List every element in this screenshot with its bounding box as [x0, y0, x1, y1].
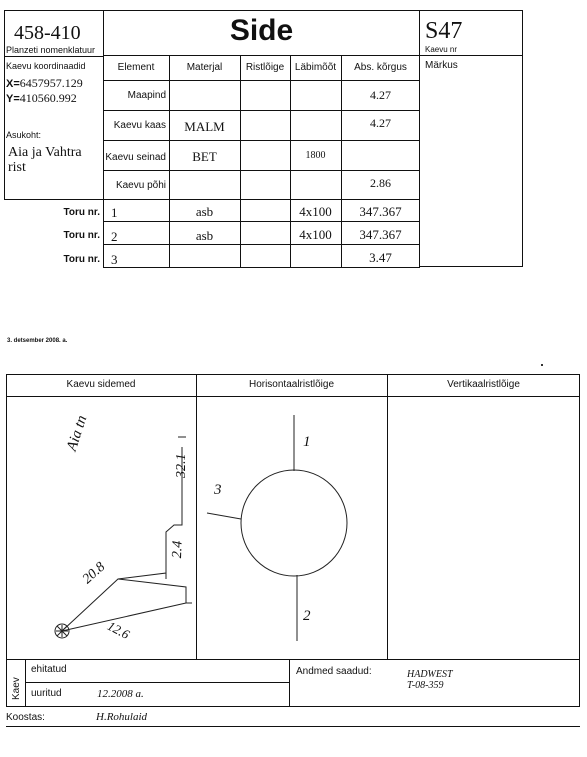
- row-height: 2.86: [370, 176, 391, 190]
- pipe-height: 3.47: [369, 250, 392, 265]
- pipe-2-mark: 2: [303, 608, 311, 624]
- data-from-line1: HADWEST: [407, 669, 453, 680]
- pipe-height: 347.367: [359, 204, 402, 219]
- pipe-diameter: 4x100: [299, 227, 332, 242]
- well-label: Kaevu nr: [425, 45, 458, 54]
- connections-sketch: [6, 397, 196, 659]
- diagram-col-connections: Kaevu sidemed: [66, 379, 136, 390]
- diagram-col-vertical: Vertikaalristlõige: [447, 379, 520, 390]
- row-material: BET: [192, 149, 217, 164]
- row-element: Kaevu seinad: [105, 152, 166, 163]
- author-label: Koostas:: [6, 712, 45, 723]
- coord-x: X=6457957.129: [6, 76, 83, 90]
- dim-126: 12.6: [104, 618, 133, 642]
- row-material: MALM: [184, 119, 225, 134]
- row-element: Maapind: [127, 90, 166, 101]
- pipe-number: 2: [111, 229, 118, 244]
- col-material: Materjal: [186, 62, 223, 73]
- page-title: Side: [229, 14, 294, 47]
- row-element: Kaevu põhi: [115, 180, 166, 191]
- map-label: Planzeti nomenklatuur: [6, 45, 96, 55]
- row-height: 4.27: [370, 88, 391, 102]
- pipe-3-mark: 3: [214, 482, 222, 498]
- row-element: Kaevu kaas: [113, 120, 166, 131]
- coord-y: Y=410560.992: [6, 91, 77, 105]
- data-from-label: Andmed saadud:: [296, 666, 372, 677]
- street-label: Aia tn: [64, 413, 91, 453]
- footer-frame: [6, 659, 580, 707]
- author-value: H.Rohulaid: [96, 711, 148, 723]
- well-id: S47: [425, 18, 463, 44]
- side-label: Kaev: [11, 677, 22, 700]
- col-section: Ristlõige: [245, 62, 285, 73]
- pipe-number: 1: [111, 205, 118, 220]
- surveyed-value: 12.2008 a.: [97, 688, 144, 700]
- col-diameter: Läbimõõt: [294, 62, 337, 73]
- horizontal-section-sketch: [197, 397, 387, 659]
- row-diameter: 1800: [305, 150, 326, 161]
- pipe-label: Toru nr.: [63, 207, 100, 218]
- pipe-height: 347.367: [359, 227, 402, 242]
- map-number: 458-410: [14, 22, 81, 44]
- col-element: Element: [117, 62, 155, 73]
- pipe-material: asb: [195, 204, 214, 219]
- built-label: ehitatud: [31, 664, 67, 675]
- col-height: Abs. kõrgus: [354, 62, 407, 73]
- notes-panel: [419, 55, 523, 267]
- surveyed-label: uuritud: [31, 688, 62, 699]
- pipe-diameter: 4x100: [299, 204, 332, 219]
- pipe-1-mark: 1: [303, 434, 311, 450]
- dim-321: 32.1: [174, 453, 189, 478]
- diagram-col-horizontal: Horisontaalristlõige: [248, 379, 335, 390]
- row-height: 4.27: [370, 116, 391, 130]
- location-line1: Aia ja Vahtra: [8, 145, 82, 160]
- scan-dot: [541, 364, 543, 366]
- notes-label: Märkus: [425, 60, 458, 71]
- date-stamp: 3. detsember 2008. a.: [7, 338, 68, 344]
- dim-208: 20.8: [80, 559, 109, 588]
- data-from-line2: T-08-359: [407, 680, 444, 691]
- pipe-label: Toru nr.: [63, 230, 100, 241]
- location-line2: rist: [8, 160, 26, 175]
- pipe-label: Toru nr.: [63, 254, 100, 265]
- pipe-number: 3: [111, 252, 118, 267]
- coords-label: Kaevu koordinaadid: [6, 61, 86, 71]
- pipe-material: asb: [195, 228, 214, 243]
- dim-24: 2.4: [170, 540, 186, 559]
- location-label: Asukoht:: [6, 130, 42, 140]
